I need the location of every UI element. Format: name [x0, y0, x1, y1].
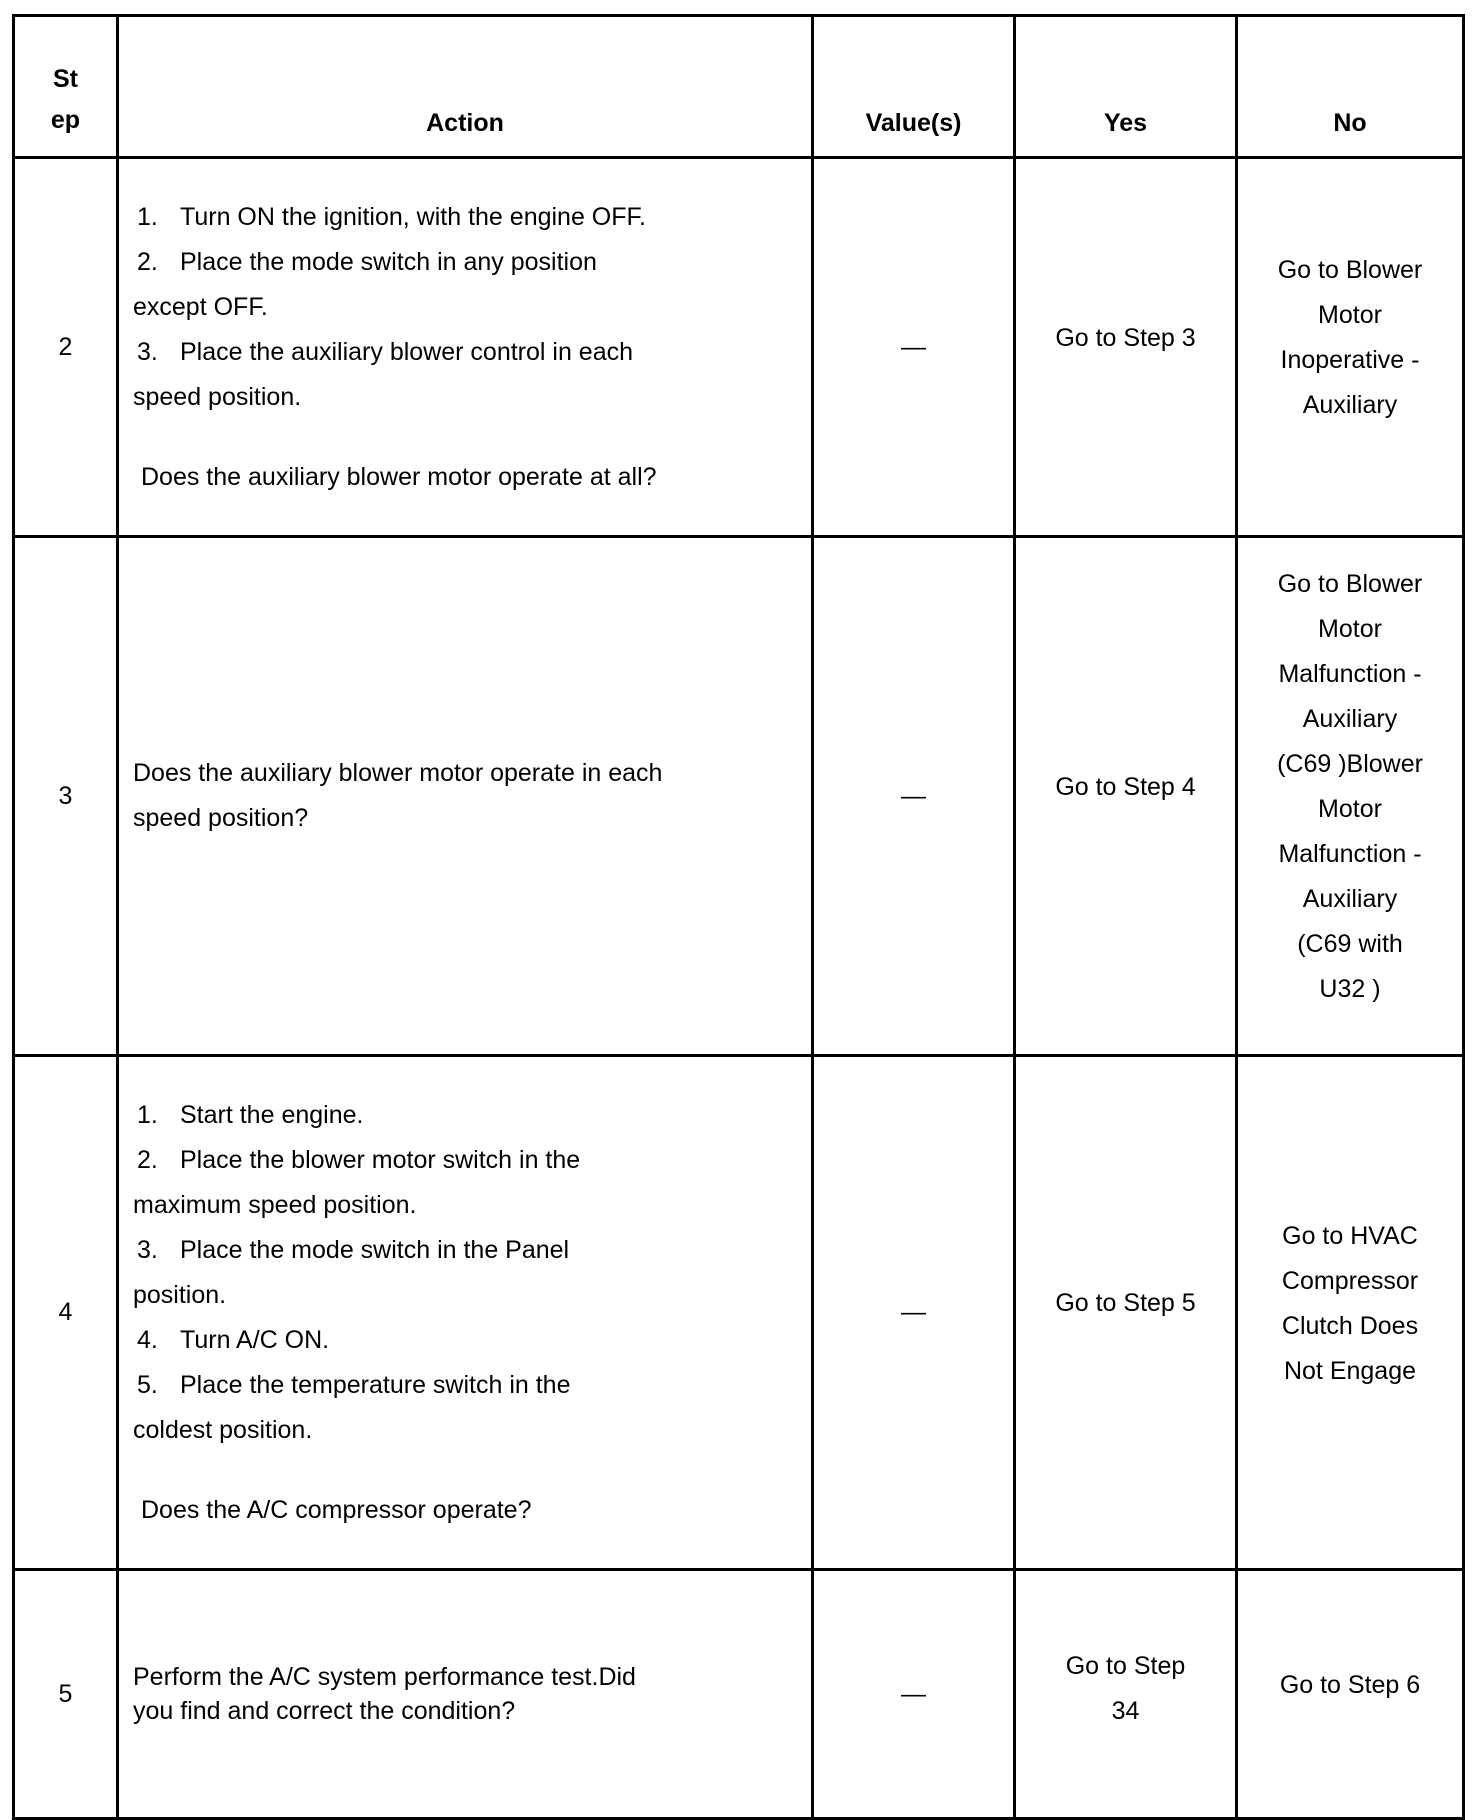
value-dash: —: [901, 781, 926, 810]
no-column-header: No: [1237, 16, 1464, 158]
no-line: Go to Blower: [1277, 570, 1423, 598]
step-number: 4: [14, 1056, 118, 1570]
no-line: (C69 )Blower: [1277, 750, 1423, 778]
action-item-number: 3.: [137, 1235, 158, 1264]
no-line: Go to HVAC: [1282, 1221, 1418, 1250]
value-dash: —: [901, 1298, 926, 1326]
value-dash: —: [901, 332, 926, 361]
action-item: [133, 1363, 771, 1408]
value-cell: [813, 1056, 1015, 1570]
action-line: speed position?: [133, 804, 309, 832]
no-cell: [1237, 158, 1464, 537]
action-item: [133, 1093, 771, 1138]
no-line: Inoperative -: [1280, 346, 1420, 374]
no-cell: [1237, 1056, 1464, 1570]
action-item-text: Place the mode switch in the Panel: [180, 1235, 570, 1264]
no-line: Auxiliary: [1302, 885, 1398, 913]
action-cell: [118, 158, 813, 537]
no-line: Motor: [1318, 795, 1382, 823]
no-line: (C69 with: [1297, 930, 1403, 958]
action-item-number: 4.: [137, 1325, 158, 1354]
no-line: Malfunction -: [1278, 660, 1422, 688]
step-number: 2: [14, 158, 118, 537]
action-column-header: Action: [118, 16, 813, 158]
action-item-text: Turn A/C ON.: [180, 1325, 330, 1354]
yes-column-header: Yes: [1015, 16, 1237, 158]
action-item-text: Turn ON the ignition, with the engine OFF.: [180, 202, 646, 231]
no-cell: [1237, 537, 1464, 1056]
action-item-continuation: position.: [133, 1280, 227, 1309]
yes-cell: Go to Step 5: [1015, 1056, 1237, 1570]
no-line: Motor: [1318, 301, 1382, 329]
action-cell: [118, 1570, 813, 1819]
yes-line: Go to Step: [1065, 1652, 1186, 1680]
table-row-step-5: [14, 1570, 1464, 1819]
action-line: you find and correct the condition?: [133, 1697, 516, 1725]
step-header-line-2: ep: [50, 106, 81, 134]
no-line: Go to Blower: [1277, 256, 1423, 284]
header-row: [14, 16, 1464, 158]
action-item: [133, 1138, 771, 1183]
no-line: U32 ): [1319, 975, 1381, 1003]
action-item: [133, 330, 771, 375]
action-item-text: Place the temperature switch in the: [180, 1370, 571, 1399]
no-line: Clutch Does: [1281, 1311, 1419, 1340]
table-row-step-4: [14, 1056, 1464, 1570]
no-line: Compressor: [1281, 1266, 1419, 1295]
value-cell: [813, 158, 1015, 537]
action-item-continuation: maximum speed position.: [133, 1190, 417, 1219]
step-number: 5: [14, 1570, 118, 1819]
step-number: 3: [14, 537, 118, 1056]
action-item-number: 5.: [137, 1370, 158, 1399]
action-item: [133, 1228, 771, 1273]
action-line: Does the auxiliary blower motor operate in each: [133, 759, 663, 787]
yes-cell: Go to Step 3: [1015, 158, 1237, 537]
no-line: Malfunction -: [1278, 840, 1422, 868]
yes-cell: Go to Step 4: [1015, 537, 1237, 1056]
table-row-step-2: [14, 158, 1464, 537]
no-line: Auxiliary: [1302, 705, 1398, 733]
action-line: Perform the A/C system performance test.Did: [133, 1663, 636, 1691]
action-question: Does the auxiliary blower motor operate at all?: [141, 462, 657, 491]
action-cell: [118, 1056, 813, 1570]
diagnostic-page: [12, 14, 1462, 1820]
action-item-continuation: speed position.: [133, 382, 302, 411]
action-item-continuation: coldest position.: [133, 1415, 313, 1444]
value-dash: —: [901, 1679, 926, 1708]
no-line: Not Engage: [1283, 1356, 1417, 1385]
step-column-header: [14, 16, 118, 158]
action-item: [133, 195, 771, 240]
no-line: Auxiliary: [1302, 391, 1398, 419]
action-item-number: 1.: [137, 1100, 158, 1129]
step-header-line-1: St: [53, 65, 78, 93]
action-cell: [118, 537, 813, 1056]
action-item-text: Place the auxiliary blower control in each: [180, 337, 634, 366]
yes-line: 34: [1111, 1697, 1140, 1725]
action-item-number: 2.: [137, 1145, 158, 1174]
no-line: Motor: [1318, 615, 1382, 643]
action-item: [133, 240, 771, 285]
action-item-text: Place the mode switch in any position: [180, 247, 597, 276]
action-item-number: 2.: [137, 247, 158, 276]
action-item-number: 3.: [137, 337, 158, 366]
no-cell: Go to Step 6: [1237, 1570, 1464, 1819]
action-item-number: 1.: [137, 202, 158, 231]
action-question: Does the A/C compressor operate?: [141, 1495, 532, 1524]
action-item-text: Start the engine.: [180, 1100, 364, 1129]
values-column-header: Value(s): [813, 16, 1015, 158]
action-item-continuation: except OFF.: [133, 292, 268, 321]
diagnostic-table: [12, 14, 1465, 1820]
yes-cell: [1015, 1570, 1237, 1819]
value-cell: [813, 537, 1015, 1056]
table-row-step-3: [14, 537, 1464, 1056]
action-item-text: Place the blower motor switch in the: [180, 1145, 581, 1174]
action-item: [133, 1318, 771, 1363]
value-cell: [813, 1570, 1015, 1819]
